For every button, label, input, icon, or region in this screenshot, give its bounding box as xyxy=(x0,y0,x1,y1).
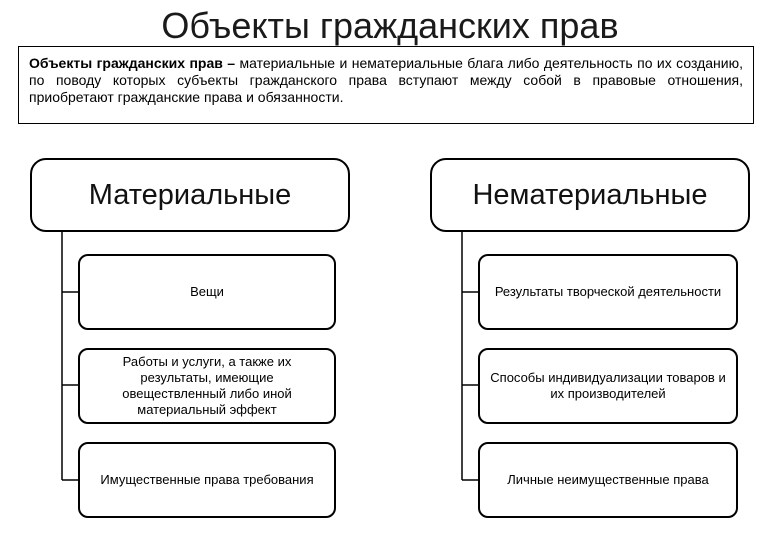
material-header xyxy=(30,158,350,232)
immaterial-item-3-label: Личные неимущественные права xyxy=(507,472,709,487)
immaterial-item-1-label: Результаты творческой деятельности xyxy=(494,284,722,299)
material-item-2 xyxy=(78,348,336,424)
immaterial-item-1 xyxy=(478,254,738,330)
immaterial-header xyxy=(430,158,750,232)
material-header-label: Материальные xyxy=(88,178,292,211)
material-item-1 xyxy=(78,254,336,330)
immaterial-item-2-label: Способы индивидуализации товаров и их производителей xyxy=(490,370,726,401)
material-item-2-label: Работы и услуги, а также их результаты, имеющие овеществленный либо иной материальный эффект xyxy=(122,354,292,417)
material-item-1-label: Вещи xyxy=(190,284,224,299)
definition-term: Объекты гражданских прав xyxy=(29,55,223,71)
immaterial-item-3 xyxy=(478,442,738,518)
material-item-3-label: Имущественные права требования xyxy=(100,472,314,487)
immaterial-header-label: Нематериальные xyxy=(472,178,708,211)
page-title: Объекты гражданских прав xyxy=(161,5,619,46)
immaterial-item-2 xyxy=(478,348,738,424)
definition-text: материальные и нематериальные блага либо деятельность по их созданию, по поводу которых субъекты гражданского права вступают между собой в правовые отношения, приобретают гражданские права и обязанности. xyxy=(29,55,743,105)
definition-dash: – xyxy=(222,55,240,71)
material-item-3 xyxy=(78,442,336,518)
